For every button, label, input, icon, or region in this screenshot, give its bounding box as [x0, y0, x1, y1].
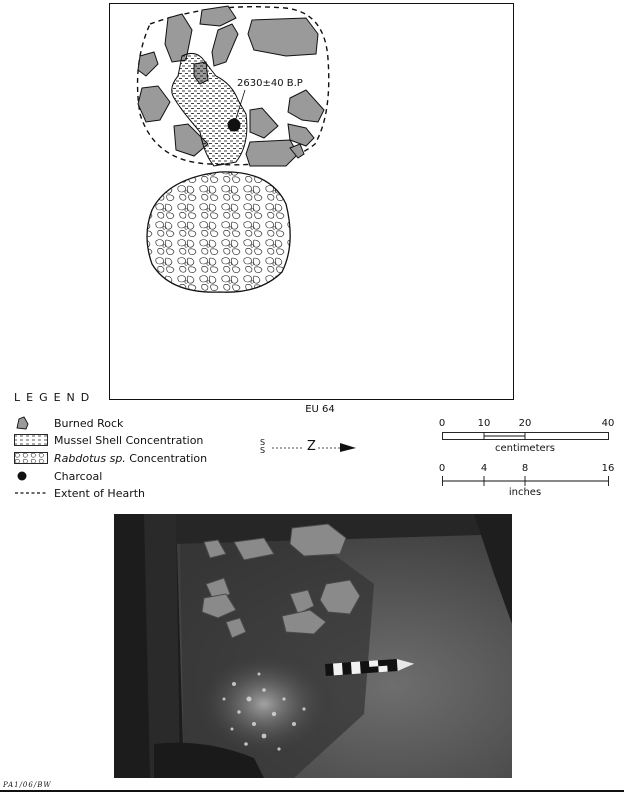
legend-label: Burned Rock	[54, 416, 124, 430]
rabdotus-swatch-icon	[14, 451, 52, 465]
legend-label: Rabdotus sp. Concentration	[54, 451, 208, 465]
scale-bar-in	[430, 475, 620, 487]
legend-item-mussel-shell	[14, 433, 203, 447]
mussel-shell-swatch-icon	[14, 433, 52, 447]
scale-tick: 20	[518, 418, 532, 429]
scale-unit-label: centimeters	[495, 443, 555, 454]
footer-divider	[0, 790, 624, 792]
scale-unit-label: inches	[508, 487, 542, 498]
scale-tick: 40	[601, 418, 615, 429]
excavation-photo	[114, 514, 512, 778]
scale-tick: 8	[521, 463, 529, 474]
rabdotus-area	[147, 172, 290, 292]
burned-rock-icon	[14, 416, 52, 430]
legend-label: Extent of Hearth	[54, 486, 146, 500]
svg-text:S: S	[260, 446, 266, 455]
svg-text:S: S	[260, 438, 266, 447]
legend-item-charcoal	[14, 469, 102, 483]
excavation-photo-image	[114, 514, 512, 778]
date-annotation: 2630±40 B.P	[237, 78, 303, 89]
north-letter: Z	[307, 439, 316, 454]
plan-map-frame	[109, 3, 514, 400]
legend-label: Mussel Shell Concentration	[54, 433, 204, 447]
north-arrow	[258, 436, 358, 460]
plan-map-drawing	[110, 4, 515, 401]
photo-credit: PA1/06/BW	[3, 781, 52, 789]
scale-inches	[430, 463, 620, 503]
scale-bar-cm	[430, 430, 620, 442]
scale-tick: 4	[480, 463, 488, 474]
legend-item-hearth-extent	[14, 486, 145, 500]
scale-centimeters	[430, 418, 620, 458]
legend-item-burned-rock	[14, 416, 123, 430]
legend-title: LEGEND	[14, 391, 96, 404]
scale-tick: 0	[438, 418, 446, 429]
legend-item-rabdotus	[14, 451, 207, 465]
legend-label: Charcoal	[54, 469, 103, 483]
scale-tick: 16	[601, 463, 615, 474]
charcoal-dot-icon	[14, 469, 52, 483]
scale-tick: 0	[438, 463, 446, 474]
unit-label: EU 64	[305, 404, 335, 415]
dashed-line-icon	[14, 486, 52, 500]
scale-tick: 10	[477, 418, 491, 429]
